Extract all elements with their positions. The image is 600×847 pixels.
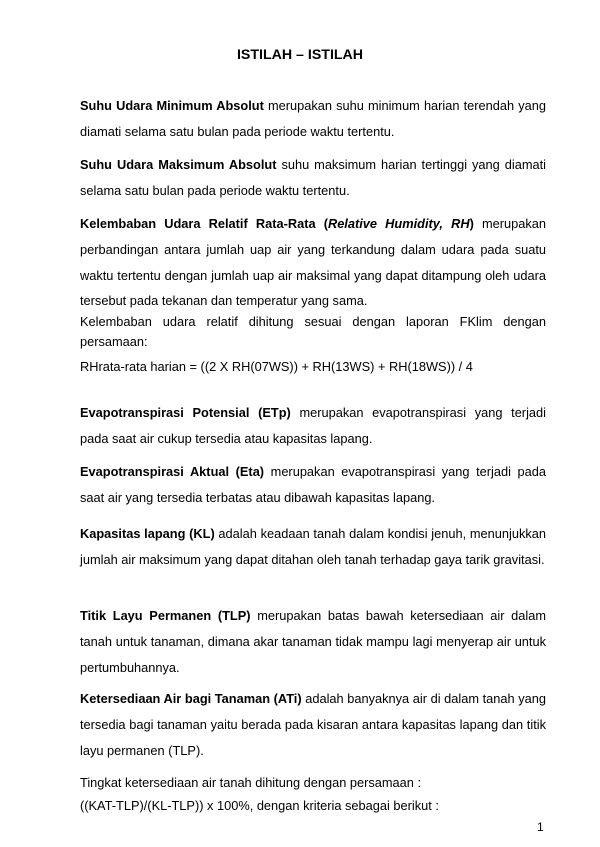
- definition-term-close: ): [469, 216, 474, 231]
- page-number: 1: [537, 820, 544, 834]
- definition-text: merupakan suhu minimum harian terendah yang diamati selama satu bulan pada periode waktu tertentu.: [80, 98, 546, 139]
- definition-text: adalah banyaknya air di dalam tanah yang tersedia bagi tanaman yaitu berada pada kisaran antara kapasitas lapang dan titik layu permanen (TLP).: [80, 691, 546, 758]
- definition-text: merupakan batas bawah ketersediaan air dalam tanah untuk tanaman, dimana akar tanaman tidak mampu lagi menyerap air untuk pertumbuhannya.: [80, 608, 546, 675]
- definition-text: suhu maksimum harian tertinggi yang diamati selama satu bulan pada periode waktu tertentu.: [80, 157, 546, 198]
- definition-suhu-minimum: [80, 93, 546, 145]
- definition-etp: [80, 400, 546, 452]
- definition-titik-layu: [80, 603, 546, 680]
- ati-note: Tingkat ketersediaan air tanah dihitung dengan persamaan :: [80, 775, 422, 790]
- definition-term: Evapotranspirasi Potensial (ETp): [80, 405, 291, 420]
- definition-term: Kapasitas lapang (KL): [80, 526, 215, 541]
- definition-text: adalah keadaan tanah dalam kondisi jenuh, menunjukkan jumlah air maksimum yang dapat ditahan oleh tanah terhadap gaya tarik gravitasi.: [80, 526, 546, 567]
- rh-formula: RHrata-rata harian = ((2 X RH(07WS)) + RH(13WS) + RH(18WS)) / 4: [80, 359, 473, 374]
- definition-term: Suhu Udara Maksimum Absolut: [80, 157, 277, 172]
- definition-kelembaban-relatif: [80, 211, 546, 314]
- page-title: ISTILAH – ISTILAH: [236, 47, 364, 63]
- definition-term: Kelembaban Udara Relatif Rata-Rata (: [80, 216, 328, 231]
- definition-term: Suhu Udara Minimum Absolut: [80, 98, 264, 113]
- definition-kapasitas-lapang: [80, 521, 546, 573]
- definition-eta: [80, 459, 546, 511]
- definition-ketersediaan-air: [80, 686, 546, 763]
- definition-term: Ketersediaan Air bagi Tanaman (ATi): [80, 691, 302, 706]
- definition-text: merupakan evapotranspirasi yang terjadi pada saat air yang tersedia terbatas atau dibawah kapasitas lapang.: [80, 464, 546, 505]
- ati-formula: ((KAT-TLP)/(KL-TLP)) x 100%, dengan kriteria sebagai berikut :: [80, 798, 439, 813]
- definition-text: merupakan evapotranspirasi yang terjadi pada saat air cukup tersedia atau kapasitas lapang.: [80, 405, 546, 446]
- definition-suhu-maksimum: [80, 152, 546, 204]
- definition-term: Titik Layu Permanen (TLP): [80, 608, 251, 623]
- rh-note: Kelembaban udara relatif dihitung sesuai dengan laporan FKlim dengan persamaan:: [80, 314, 546, 349]
- definition-term: Evapotranspirasi Aktual (Eta): [80, 464, 265, 479]
- definition-term-italic: Relative Humidity, RH: [327, 216, 470, 231]
- definition-text: merupakan perbandingan antara jumlah uap air yang terkandung dalam udara pada suatu waktu tertentu dengan jumlah uap air maksimal yang dapat ditampung oleh udara tersebut pada tekanan dan temperatur yang sama.: [80, 216, 547, 309]
